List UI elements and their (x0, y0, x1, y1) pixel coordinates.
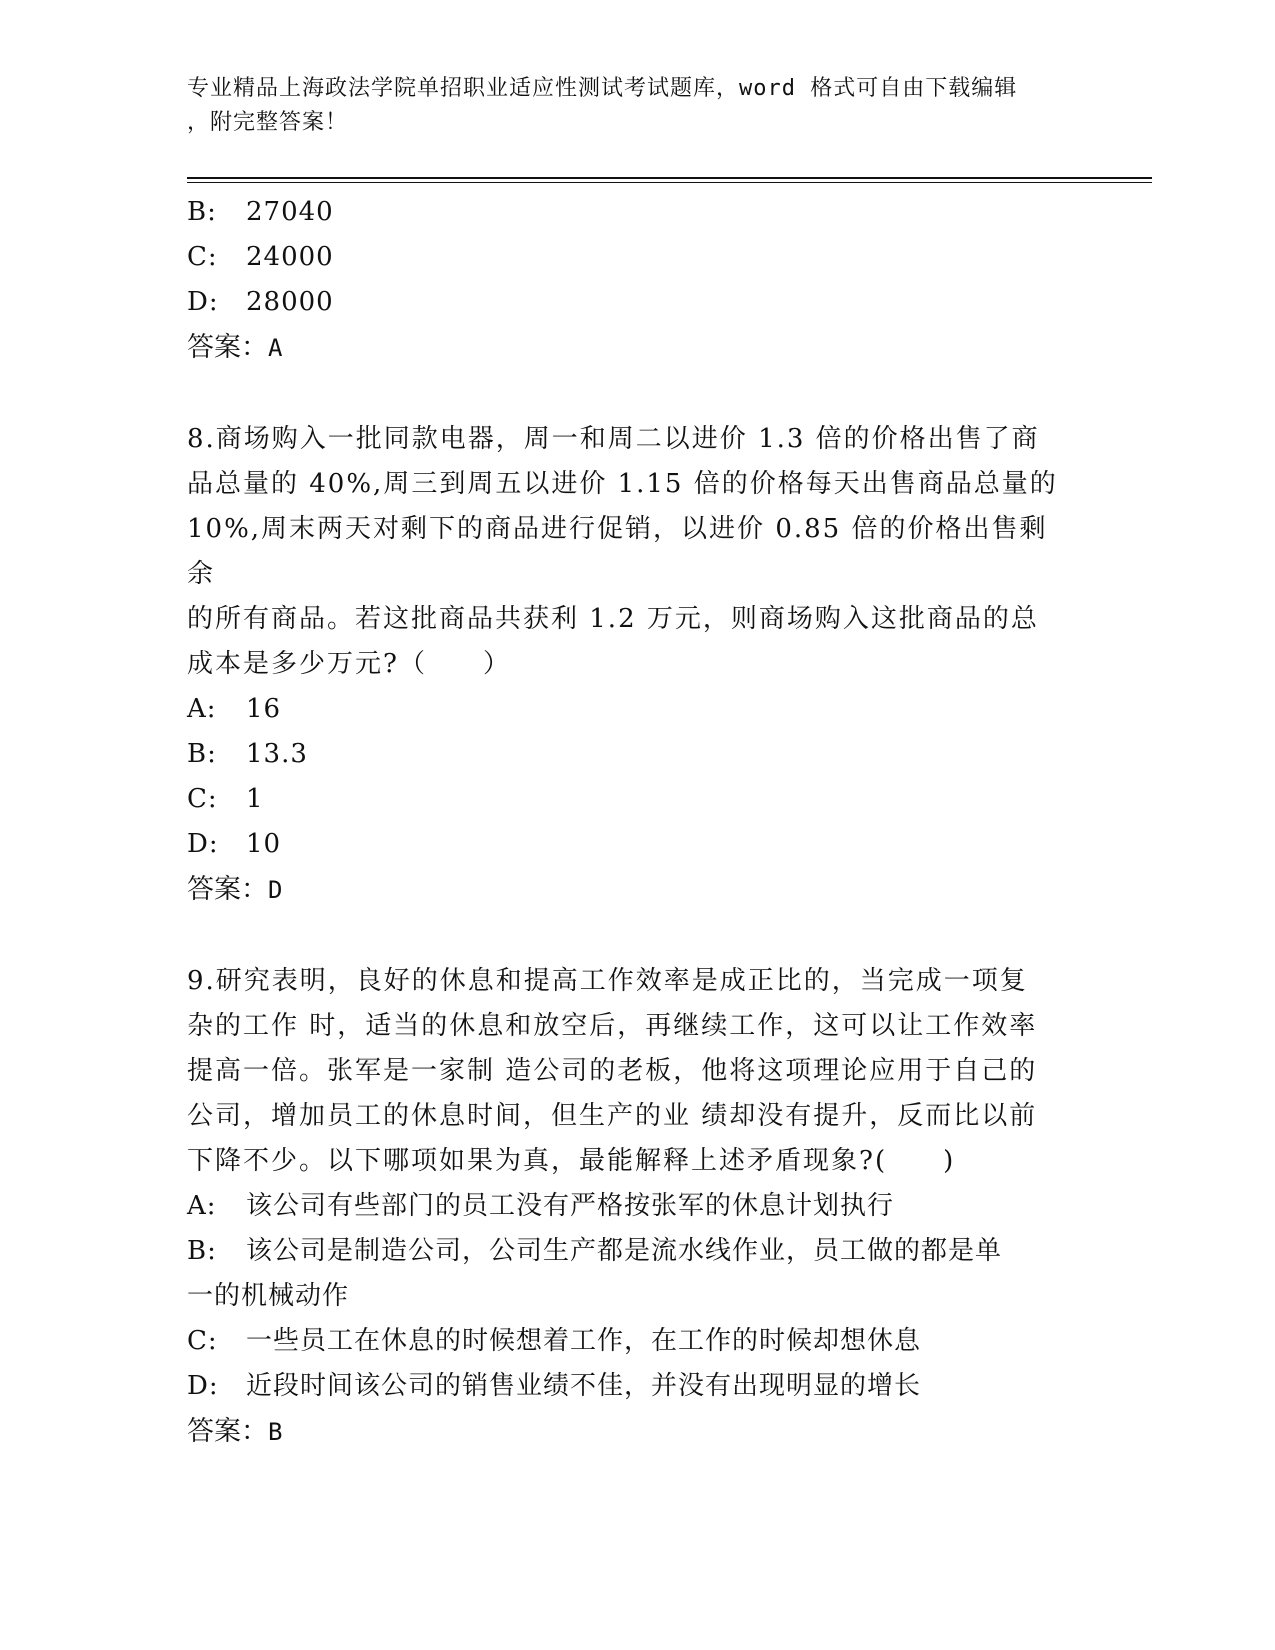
stem-line: 8.商场购入一批同款电器，周一和周二以进价 1.3 倍的价格出售了商 (187, 424, 1040, 454)
stem-line: 提高一倍。张军是一家制 造公司的老板，他将这项理论应用于自己的 (187, 1056, 1038, 1086)
option-text: 近段时间该公司的销售业绩不佳，并没有出现明显的增长 (246, 1371, 922, 1401)
option-a (187, 1184, 1087, 1229)
option-text: 13.3 (246, 739, 308, 769)
option-key: B: (187, 197, 217, 227)
option-text: 16 (246, 694, 282, 724)
option-key: A: (187, 1191, 217, 1221)
header-line-1: 专业精品上海政法学院单招职业适应性测试考试题库，word 格式可自由下载编辑 (187, 76, 1018, 101)
option-key: C: (187, 1326, 218, 1356)
stem-line: 9.研究表明，良好的休息和提高工作效率是成正比的，当完成一项复 (187, 966, 1028, 996)
answer-line (187, 867, 1087, 912)
question-8 (187, 417, 1087, 912)
spacer (187, 912, 1087, 959)
option-key: A: (187, 694, 217, 724)
stem-line: 10%,周末两天对剩下的商品进行促销，以进价 0.85 倍的价格出售剩余 (187, 514, 1048, 589)
option-b (187, 732, 1087, 777)
header-rule-thin (187, 182, 1152, 183)
option-d (187, 280, 1087, 325)
document-header (187, 72, 1067, 140)
stem-line: 品总量的 40%,周三到周五以进价 1.15 倍的价格每天出售商品总量的 (187, 469, 1058, 499)
option-c (187, 1319, 1087, 1364)
answer-value: B (268, 1418, 283, 1446)
option-b (187, 190, 1087, 235)
stem-line: 杂的工作 时，适当的休息和放空后，再继续工作，这可以让工作效率 (187, 1011, 1038, 1041)
answer-label: 答案： (187, 1416, 268, 1447)
option-text: 27040 (246, 197, 334, 227)
option-a (187, 687, 1087, 732)
option-b (187, 1229, 1087, 1274)
option-key: D: (187, 287, 219, 317)
option-key: D: (187, 829, 219, 859)
option-text-continued: 一的机械动作 (187, 1281, 350, 1311)
stem-line: 下降不少。以下哪项如果为真，最能解释上述矛盾现象?( ) (187, 1146, 956, 1176)
answer-value: D (268, 876, 283, 904)
header-line-2: ，附完整答案！ (187, 110, 349, 135)
option-c (187, 235, 1087, 280)
spacer (187, 370, 1087, 417)
answer-value: A (268, 334, 283, 362)
question-stem (187, 959, 1067, 1184)
option-key: C: (187, 242, 218, 272)
option-b-continuation (187, 1274, 1087, 1319)
option-key: D: (187, 1371, 219, 1401)
header-rule-thick (187, 177, 1152, 179)
stem-line: 成本是多少万元?（ ） (187, 649, 511, 679)
option-text: 10 (246, 829, 282, 859)
answer-line (187, 1409, 1087, 1454)
option-c (187, 777, 1087, 822)
question-content (187, 190, 1087, 1454)
option-d (187, 822, 1087, 867)
option-d (187, 1364, 1087, 1409)
stem-line: 的所有商品。若这批商品共获利 1.2 万元，则商场购入这批商品的总 (187, 604, 1039, 634)
answer-label: 答案： (187, 332, 268, 363)
answer-label: 答案： (187, 874, 268, 905)
option-text: 一些员工在休息的时候想着工作，在工作的时候却想休息 (246, 1326, 922, 1356)
stem-line: 公司，增加员工的休息时间，但生产的业 绩却没有提升，反而比以前 (187, 1101, 1038, 1131)
option-text: 该公司是制造公司，公司生产都是流水线作业，员工做的都是单 (246, 1236, 1003, 1266)
option-text: 24000 (246, 242, 334, 272)
question-7-tail (187, 190, 1087, 370)
option-text: 28000 (246, 287, 334, 317)
option-key: B: (187, 1236, 217, 1266)
option-key: B: (187, 739, 217, 769)
option-text: 1 (246, 784, 264, 814)
answer-line (187, 325, 1087, 370)
option-text: 该公司有些部门的员工没有严格按张军的休息计划执行 (246, 1191, 895, 1221)
question-stem (187, 417, 1067, 687)
question-9 (187, 959, 1087, 1454)
option-key: C: (187, 784, 218, 814)
